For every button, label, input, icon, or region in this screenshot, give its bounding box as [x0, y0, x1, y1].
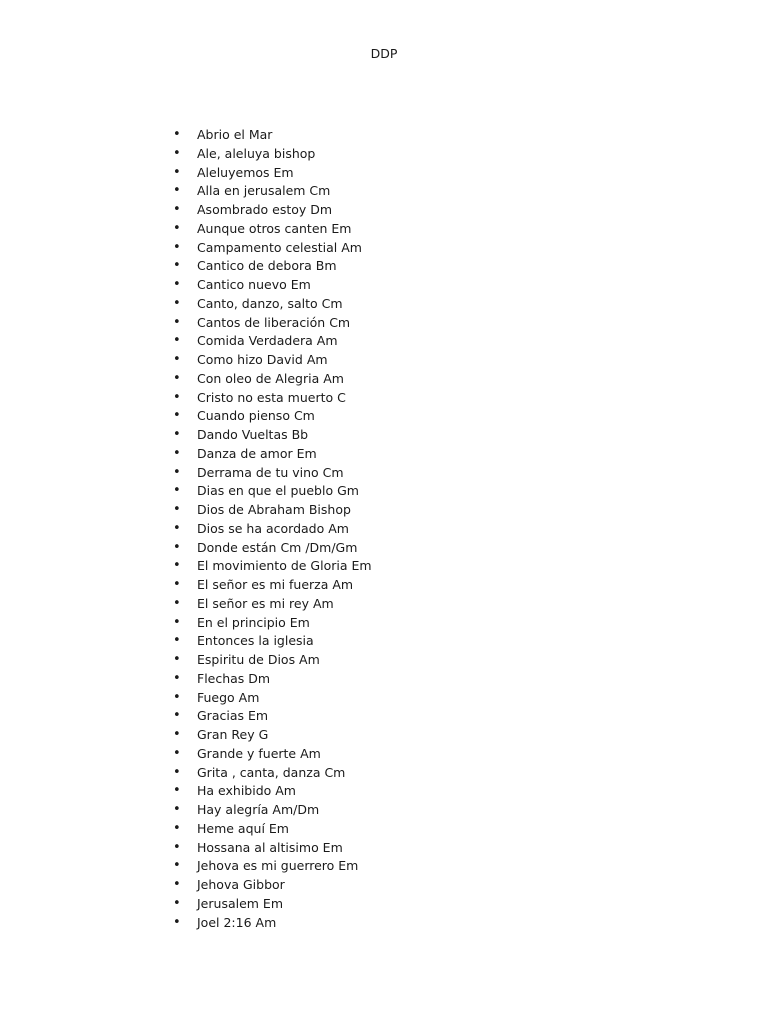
song-list-item: [170, 257, 372, 276]
bullet-icon: •: [173, 652, 181, 667]
song-title: Cuando pienso Cm: [197, 408, 315, 424]
bullet-icon: •: [173, 877, 181, 892]
song-list-item: [170, 782, 372, 801]
bullet-icon: •: [173, 427, 181, 442]
bullet-icon: •: [173, 314, 181, 330]
bullet-icon: •: [173, 764, 181, 780]
bullet-icon: •: [173, 464, 181, 480]
song-title: Cantos de liberación Cm: [197, 314, 351, 330]
song-title: Campamento celestial Am: [197, 239, 362, 255]
song-list-item: [170, 464, 372, 483]
song-list-item: [170, 745, 372, 764]
song-title: Hay alegría Am/Dm: [197, 802, 320, 817]
song-list-item: [170, 445, 372, 464]
song-title: Entonces la iglesia: [197, 633, 314, 649]
song-title: Dios de Abraham Bishop: [197, 502, 351, 517]
song-list-item: [170, 726, 372, 745]
song-list-item: [170, 670, 372, 689]
song-list-item: [170, 182, 372, 201]
song-title: El movimiento de Gloria Em: [197, 558, 372, 574]
song-title: Heme aquí Em: [197, 820, 289, 836]
song-list-item: [170, 164, 372, 183]
bullet-icon: •: [173, 295, 181, 311]
bullet-icon: •: [173, 127, 181, 142]
song-title: Jerusalem Em: [197, 895, 283, 911]
song-list-item: [170, 520, 372, 539]
bullet-icon: •: [173, 802, 181, 817]
page-header: DDP: [370, 46, 398, 61]
song-title: Cantico de debora Bm: [197, 258, 337, 274]
song-list-item: [170, 332, 372, 351]
bullet-icon: •: [173, 558, 181, 574]
song-list-item: [170, 707, 372, 726]
song-title: Comida Verdadera Am: [197, 333, 338, 349]
bullet-icon: •: [173, 895, 181, 911]
song-list-item: [170, 370, 372, 389]
song-list: [170, 126, 372, 932]
bullet-icon: •: [173, 145, 181, 161]
bullet-icon: •: [173, 539, 181, 555]
song-title: Grande y fuerte Am: [197, 745, 321, 761]
song-title: Jehova Gibbor: [197, 877, 285, 892]
song-title: Dios se ha acordado Am: [197, 520, 349, 536]
song-list-item: [170, 614, 372, 633]
song-list-item: [170, 857, 372, 876]
song-list-item: [170, 839, 372, 858]
song-list-item: [170, 576, 372, 595]
song-list-item: [170, 407, 372, 426]
song-title: Espiritu de Dios Am: [197, 652, 320, 667]
song-title: Fuego Am: [197, 689, 260, 705]
song-list-item: [170, 689, 372, 708]
song-list-item: [170, 914, 372, 933]
bullet-icon: •: [173, 202, 181, 217]
song-title: Cristo no esta muerto C: [197, 389, 346, 405]
bullet-icon: •: [173, 839, 181, 855]
song-title: El señor es mi rey Am: [197, 595, 334, 611]
song-title: Danza de amor Em: [197, 445, 317, 461]
song-title: Como hizo David Am: [197, 352, 328, 367]
bullet-icon: •: [173, 370, 181, 386]
bullet-icon: •: [173, 164, 181, 180]
song-title: Ha exhibido Am: [197, 783, 296, 799]
song-title: Jehova es mi guerrero Em: [197, 858, 359, 874]
song-title: Flechas Dm: [197, 670, 271, 686]
song-list-item: [170, 276, 372, 295]
song-title: Ale, aleluya bishop: [197, 145, 316, 161]
song-list-item: [170, 820, 372, 839]
song-list-item: [170, 239, 372, 258]
song-list-item: [170, 351, 372, 370]
bullet-icon: •: [173, 577, 181, 592]
song-title: En el principio Em: [197, 614, 310, 630]
song-list-item: [170, 314, 372, 333]
bullet-icon: •: [173, 183, 181, 199]
bullet-icon: •: [173, 520, 181, 536]
bullet-icon: •: [173, 783, 181, 799]
song-title: Joel 2:16 Am: [197, 914, 277, 930]
bullet-icon: •: [173, 408, 181, 424]
song-title: Grita , canta, danza Cm: [197, 764, 346, 780]
song-list-item: [170, 876, 372, 895]
song-list-item: [170, 557, 372, 576]
song-title: Alla en jerusalem Cm: [197, 183, 331, 199]
bullet-icon: •: [173, 352, 181, 367]
song-title: Dias en que el pueblo Gm: [197, 483, 359, 499]
bullet-icon: •: [173, 483, 181, 499]
bullet-icon: •: [173, 239, 181, 255]
bullet-icon: •: [173, 445, 181, 461]
song-list-item: [170, 595, 372, 614]
song-list-item: [170, 632, 372, 651]
song-list-item: [170, 539, 372, 558]
song-title: Gracias Em: [197, 708, 269, 724]
song-list-item: [170, 895, 372, 914]
song-title: Con oleo de Alegria Am: [197, 370, 344, 386]
bullet-icon: •: [173, 220, 181, 236]
song-title: Asombrado estoy Dm: [197, 202, 333, 217]
song-list-item: [170, 295, 372, 314]
song-title: Gran Rey G: [197, 727, 269, 742]
bullet-icon: •: [173, 502, 181, 517]
song-title: Hossana al altisimo Em: [197, 839, 343, 855]
bullet-icon: •: [173, 689, 181, 705]
song-list-item: [170, 501, 372, 520]
song-title: Donde están Cm /Dm/Gm: [197, 539, 358, 555]
song-list-item: [170, 764, 372, 783]
song-title: Cantico nuevo Em: [197, 277, 311, 292]
bullet-icon: •: [173, 333, 181, 349]
bullet-icon: •: [173, 614, 181, 630]
bullet-icon: •: [173, 914, 181, 930]
song-title: Aunque otros canten Em: [197, 220, 352, 236]
song-title: Derrama de tu vino Cm: [197, 464, 344, 480]
bullet-icon: •: [173, 670, 181, 686]
bullet-icon: •: [173, 277, 181, 292]
song-list-item: [170, 389, 372, 408]
bullet-icon: •: [173, 595, 181, 611]
song-list-item: [170, 482, 372, 501]
song-list-item: [170, 145, 372, 164]
bullet-icon: •: [173, 745, 181, 761]
song-title: El señor es mi fuerza Am: [197, 577, 354, 592]
bullet-icon: •: [173, 389, 181, 405]
bullet-icon: •: [173, 858, 181, 874]
song-list-item: [170, 126, 372, 145]
bullet-icon: •: [173, 820, 181, 836]
bullet-icon: •: [173, 633, 181, 649]
song-list-item: [170, 201, 372, 220]
song-list-item: [170, 651, 372, 670]
bullet-icon: •: [173, 708, 181, 724]
song-title: Aleluyemos Em: [197, 164, 294, 180]
bullet-icon: •: [173, 727, 181, 742]
song-list-item: [170, 220, 372, 239]
song-list-item: [170, 801, 372, 820]
song-title: Dando Vueltas Bb: [197, 427, 309, 442]
song-list-item: [170, 426, 372, 445]
song-title: Abrio el Mar: [197, 127, 273, 142]
song-title: Canto, danzo, salto Cm: [197, 295, 343, 311]
bullet-icon: •: [173, 258, 181, 274]
